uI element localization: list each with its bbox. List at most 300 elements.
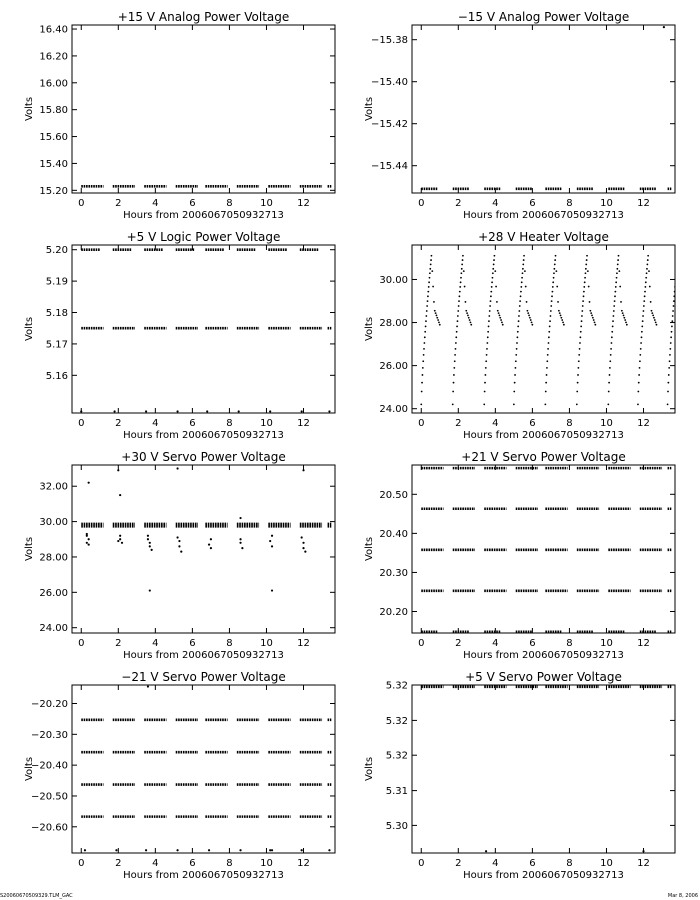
x-tick-label: 10: [600, 858, 613, 869]
y-axis-label: Volts: [24, 536, 35, 562]
data-point: [517, 326, 519, 328]
x-axis-label: Hours from 2006067050932713: [123, 870, 284, 881]
data-point: [462, 259, 464, 261]
data-point: [513, 391, 515, 393]
chart-panel: [24, 670, 335, 881]
data-point: [558, 310, 560, 312]
data-point: [580, 326, 582, 328]
data-point: [463, 270, 465, 272]
data-point: [208, 543, 210, 545]
data-point: [557, 301, 559, 303]
footer-date: Mar 8, 2006: [667, 893, 698, 899]
x-tick-label: 2: [115, 638, 122, 649]
data-point: [668, 367, 670, 369]
x-tick-label: 6: [529, 858, 536, 869]
data-point: [458, 300, 460, 302]
data-point: [616, 277, 618, 279]
data-point: [117, 540, 119, 542]
data-point: [552, 286, 554, 288]
y-tick-label: 30.00: [379, 274, 408, 286]
x-tick-label: 8: [226, 858, 233, 869]
data-point: [613, 315, 615, 317]
data-point: [576, 403, 578, 405]
x-tick-label: 8: [226, 198, 233, 209]
data-point: [650, 301, 652, 303]
x-tick-label: 0: [78, 198, 85, 209]
data-point: [550, 305, 552, 307]
data-point: [587, 270, 589, 272]
data-point: [642, 315, 644, 317]
data-point: [86, 533, 88, 535]
data-point: [648, 270, 650, 272]
data-point: [675, 272, 677, 274]
data-point: [640, 342, 642, 344]
y-tick-label: −20.60: [30, 822, 68, 834]
data-point: [642, 850, 644, 852]
data-point: [584, 281, 586, 283]
data-marks: [421, 687, 671, 853]
data-point: [684, 321, 686, 323]
data-point: [455, 336, 457, 338]
data-point: [460, 277, 462, 279]
data-point: [210, 538, 212, 540]
data-point: [613, 310, 615, 312]
y-tick-label: 5.17: [45, 339, 68, 351]
data-point: [484, 391, 486, 393]
data-point: [457, 320, 459, 322]
data-point: [641, 331, 643, 333]
data-point: [459, 295, 461, 297]
data-point: [428, 281, 430, 283]
data-point: [424, 336, 426, 338]
data-point: [680, 310, 682, 312]
data-point: [646, 272, 648, 274]
data-point: [88, 543, 90, 545]
chart-title: +28 V Heater Voltage: [478, 230, 609, 244]
data-point: [612, 326, 614, 328]
y-tick-label: 5.32: [385, 680, 408, 692]
data-point: [581, 320, 583, 322]
data-point: [676, 268, 678, 270]
data-point: [656, 324, 658, 326]
data-point: [583, 291, 585, 293]
x-tick-label: 10: [600, 418, 613, 429]
y-axis-label: Volts: [24, 756, 35, 782]
data-point: [523, 255, 525, 257]
y-tick-label: −20.50: [30, 791, 68, 803]
data-point: [519, 305, 521, 307]
plot-frame: [72, 245, 335, 413]
x-tick-label: 4: [152, 418, 159, 429]
y-tick-label: 26.00: [39, 587, 68, 599]
data-point: [302, 469, 304, 471]
y-tick-label: 5.32: [385, 750, 408, 762]
data-point: [608, 391, 610, 393]
data-point: [423, 348, 425, 350]
data-point: [271, 535, 273, 537]
data-point: [586, 259, 588, 261]
data-point: [672, 315, 674, 317]
data-point: [672, 310, 674, 312]
x-tick-label: 12: [637, 418, 650, 429]
data-point: [645, 286, 647, 288]
data-point: [452, 403, 454, 405]
y-tick-label: 20.20: [379, 607, 408, 619]
x-tick-label: 12: [297, 858, 310, 869]
data-point: [485, 374, 487, 376]
chart-title: +30 V Servo Power Voltage: [121, 450, 286, 464]
data-point: [548, 336, 550, 338]
data-point: [427, 300, 429, 302]
data-point: [210, 547, 212, 549]
x-tick-label: 10: [260, 418, 273, 429]
data-point: [671, 326, 673, 328]
data-point: [518, 315, 520, 317]
x-tick-label: 12: [297, 638, 310, 649]
data-point: [644, 291, 646, 293]
data-point: [439, 324, 441, 326]
data-point: [618, 255, 620, 257]
y-tick-label: −20.40: [30, 760, 68, 772]
data-point: [684, 319, 686, 321]
data-point: [119, 494, 121, 496]
data-point: [552, 291, 554, 293]
data-point: [544, 403, 546, 405]
y-tick-label: 16.40: [39, 24, 68, 36]
data-point: [206, 410, 208, 412]
data-point: [678, 270, 680, 272]
data-marks: [80, 250, 331, 413]
data-point: [671, 320, 673, 322]
data-point: [556, 286, 558, 288]
data-point: [682, 315, 684, 317]
data-point: [676, 264, 678, 266]
data-point: [548, 331, 550, 333]
data-point: [593, 319, 595, 321]
data-point: [498, 312, 500, 314]
data-point: [119, 535, 121, 537]
data-point: [641, 336, 643, 338]
data-point: [425, 320, 427, 322]
data-point: [653, 317, 655, 319]
data-point: [176, 410, 178, 412]
footer-filename: S20060670509329.TLM_GAC: [0, 893, 73, 899]
x-tick-label: 10: [600, 198, 613, 209]
data-point: [468, 317, 470, 319]
plot-frame: [412, 245, 675, 413]
data-point: [562, 321, 564, 323]
y-tick-label: 15.40: [39, 158, 68, 170]
x-tick-label: 2: [455, 198, 462, 209]
data-point: [638, 374, 640, 376]
data-point: [644, 295, 646, 297]
data-point: [639, 354, 641, 356]
data-point: [637, 403, 639, 405]
data-point: [465, 301, 467, 303]
data-point: [180, 551, 182, 553]
data-point: [549, 320, 551, 322]
data-point: [499, 317, 501, 319]
data-point: [430, 259, 432, 261]
data-point: [113, 410, 115, 412]
x-tick-label: 6: [189, 418, 196, 429]
data-point: [426, 305, 428, 307]
data-point: [621, 310, 623, 312]
data-point: [611, 342, 613, 344]
x-tick-label: 4: [152, 638, 159, 649]
data-marks: [81, 467, 331, 591]
data-point: [609, 374, 611, 376]
data-point: [457, 315, 459, 317]
x-tick-label: 4: [492, 418, 499, 429]
data-point: [176, 849, 178, 851]
data-point: [673, 295, 675, 297]
data-point: [145, 410, 147, 412]
x-tick-label: 2: [455, 418, 462, 429]
x-tick-label: 10: [260, 198, 273, 209]
x-tick-label: 10: [260, 638, 273, 649]
data-point: [455, 342, 457, 344]
data-point: [545, 382, 547, 384]
data-point: [301, 410, 303, 412]
data-point: [651, 310, 653, 312]
chart-title: +5 V Logic Power Voltage: [126, 230, 281, 244]
x-axis-label: Hours from 2006067050932713: [463, 210, 624, 221]
data-point: [488, 326, 490, 328]
data-point: [208, 849, 210, 851]
data-point: [429, 272, 431, 274]
data-point: [683, 317, 685, 319]
y-axis-label: Volts: [364, 536, 375, 562]
chart-title: +21 V Servo Power Voltage: [461, 450, 626, 464]
data-point: [422, 360, 424, 362]
data-point: [545, 391, 547, 393]
data-point: [520, 286, 522, 288]
data-point: [670, 342, 672, 344]
data-point: [583, 295, 585, 297]
data-point: [461, 264, 463, 266]
data-point: [459, 291, 461, 293]
data-point: [465, 310, 467, 312]
data-point: [469, 319, 471, 321]
data-point: [515, 360, 517, 362]
data-point: [458, 305, 460, 307]
data-point: [271, 545, 273, 547]
data-point: [423, 342, 425, 344]
data-point: [522, 264, 524, 266]
data-point: [437, 319, 439, 321]
x-axis-label: Hours from 2006067050932713: [463, 430, 624, 441]
data-point: [589, 301, 591, 303]
data-point: [453, 374, 455, 376]
data-point: [617, 264, 619, 266]
x-axis-label: Hours from 2006067050932713: [123, 650, 284, 661]
data-point: [88, 538, 90, 540]
data-point: [328, 849, 330, 851]
data-point: [667, 391, 669, 393]
data-point: [671, 331, 673, 333]
data-point: [151, 549, 153, 551]
data-point: [487, 331, 489, 333]
data-point: [625, 321, 627, 323]
x-tick-label: 12: [637, 198, 650, 209]
data-point: [485, 360, 487, 362]
data-point: [613, 305, 615, 307]
plot-frame: [72, 465, 335, 633]
data-point: [500, 319, 502, 321]
y-tick-label: 16.20: [39, 51, 68, 63]
y-axis-label: Volts: [364, 96, 375, 122]
data-point: [239, 542, 241, 544]
data-point: [639, 367, 641, 369]
data-point: [178, 540, 180, 542]
data-point: [470, 324, 472, 326]
y-axis-label: Volts: [364, 756, 375, 782]
y-tick-label: −20.30: [30, 729, 68, 741]
data-point: [491, 286, 493, 288]
data-point: [499, 315, 501, 317]
data-point: [88, 482, 90, 484]
data-point: [679, 301, 681, 303]
data-point: [546, 360, 548, 362]
x-tick-label: 12: [637, 638, 650, 649]
data-point: [428, 286, 430, 288]
data-point: [527, 312, 529, 314]
y-tick-label: 20.50: [379, 489, 408, 501]
x-axis-label: Hours from 2006067050932713: [463, 870, 624, 881]
y-tick-label: 5.18: [45, 308, 68, 320]
data-point: [548, 342, 550, 344]
data-point: [677, 255, 679, 257]
y-tick-label: −15.40: [370, 77, 408, 89]
data-point: [637, 391, 639, 393]
data-point: [516, 336, 518, 338]
data-point: [560, 317, 562, 319]
data-point: [239, 538, 241, 540]
y-tick-label: 5.19: [45, 276, 68, 288]
data-point: [489, 305, 491, 307]
data-point: [431, 270, 433, 272]
data-point: [585, 264, 587, 266]
data-point: [427, 295, 429, 297]
data-point: [616, 272, 618, 274]
data-point: [594, 321, 596, 323]
data-point: [328, 410, 330, 412]
data-point: [591, 315, 593, 317]
data-point: [513, 403, 515, 405]
x-axis-label: Hours from 2006067050932713: [123, 210, 284, 221]
y-tick-label: 5.20: [45, 245, 68, 257]
data-point: [655, 321, 657, 323]
data-point: [640, 348, 642, 350]
x-tick-label: 4: [152, 198, 159, 209]
data-point: [515, 354, 517, 356]
data-point: [550, 310, 552, 312]
data-point: [549, 326, 551, 328]
data-point: [614, 300, 616, 302]
data-point: [669, 354, 671, 356]
data-point: [455, 348, 457, 350]
data-point: [487, 336, 489, 338]
x-tick-label: 12: [637, 858, 650, 869]
data-point: [585, 272, 587, 274]
data-point: [301, 849, 303, 851]
data-point: [646, 264, 648, 266]
data-point: [590, 312, 592, 314]
data-point: [579, 342, 581, 344]
data-point: [302, 547, 304, 549]
data-point: [456, 331, 458, 333]
data-point: [488, 315, 490, 317]
data-point: [618, 270, 620, 272]
data-point: [518, 320, 520, 322]
data-point: [521, 277, 523, 279]
chart-panel: [364, 450, 675, 661]
data-point: [269, 540, 271, 542]
data-point: [670, 336, 672, 338]
data-point: [426, 310, 428, 312]
data-point: [491, 281, 493, 283]
y-tick-label: 5.31: [385, 786, 408, 798]
data-point: [421, 391, 423, 393]
data-point: [427, 291, 429, 293]
data-point: [433, 301, 435, 303]
data-point: [484, 382, 486, 384]
x-tick-label: 10: [260, 858, 273, 869]
data-point: [667, 403, 669, 405]
data-point: [302, 542, 304, 544]
data-point: [652, 315, 654, 317]
data-point: [485, 850, 487, 852]
y-tick-label: 15.60: [39, 132, 68, 144]
data-point: [524, 270, 526, 272]
chart-title: +5 V Servo Power Voltage: [465, 670, 622, 684]
data-point: [608, 382, 610, 384]
data-point: [638, 382, 640, 384]
data-point: [578, 367, 580, 369]
data-point: [456, 326, 458, 328]
data-point: [149, 589, 151, 591]
data-point: [147, 538, 149, 540]
data-point: [461, 268, 463, 270]
data-point: [178, 545, 180, 547]
data-point: [514, 382, 516, 384]
data-point: [577, 374, 579, 376]
data-point: [579, 348, 581, 350]
x-tick-label: 8: [566, 418, 573, 429]
data-point: [609, 360, 611, 362]
data-point: [585, 268, 587, 270]
y-tick-label: −15.44: [370, 161, 408, 173]
data-point: [453, 382, 455, 384]
data-point: [470, 321, 472, 323]
x-tick-label: 4: [492, 198, 499, 209]
x-tick-label: 8: [566, 198, 573, 209]
data-point: [685, 324, 687, 326]
chart-panel: [364, 230, 687, 441]
data-point: [555, 270, 557, 272]
data-point: [432, 286, 434, 288]
x-tick-label: 8: [566, 858, 573, 869]
data-point: [576, 391, 578, 393]
x-tick-label: 12: [297, 198, 310, 209]
data-point: [241, 547, 243, 549]
x-tick-label: 0: [418, 858, 425, 869]
data-point: [616, 268, 618, 270]
data-point: [515, 367, 517, 369]
data-point: [176, 536, 178, 538]
data-point: [615, 286, 617, 288]
